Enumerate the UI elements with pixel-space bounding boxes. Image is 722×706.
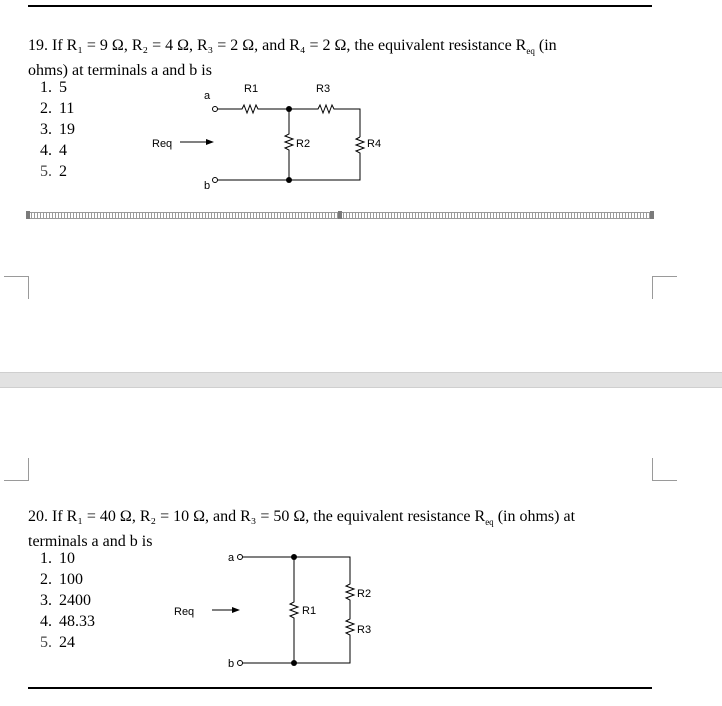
question-19-options <box>28 77 75 182</box>
top-rule <box>28 5 652 7</box>
resistor-r4 <box>218 137 365 180</box>
label-r1: R1 <box>302 605 317 617</box>
resistor-r1 <box>290 557 298 663</box>
circuit-diagram-20 <box>170 546 390 670</box>
option[interactable]: 1. 10 <box>40 550 75 567</box>
label-req: Req <box>152 138 173 150</box>
section-separator <box>28 212 652 219</box>
label-r3: R3 <box>316 83 331 95</box>
option[interactable]: 3. 2400 <box>40 592 91 609</box>
option[interactable]: 2. 100 <box>40 571 83 588</box>
label-r2: R2 <box>357 588 372 600</box>
option[interactable]: 3. 19 <box>40 121 75 138</box>
question-20-text: 20. If R₁ = 40 Ω, R₂ = 10 Ω, and R₃ = 50 Ω, the equivalent resistance $R_{eq}$ (in ohms) at terminals a and b is <box>28 508 576 551</box>
right-branch-r2-r3 <box>243 557 355 663</box>
node-dot <box>286 106 292 112</box>
label-r2: R2 <box>296 138 311 150</box>
option[interactable]: 1. 5 <box>40 79 67 96</box>
option[interactable]: 4. 48.33 <box>40 613 95 630</box>
circuit-diagram-19 <box>140 78 400 196</box>
option[interactable]: 2. 11 <box>40 100 75 117</box>
label-r4: R4 <box>367 138 382 150</box>
terminal-b <box>213 178 218 183</box>
terminal-a <box>238 555 243 560</box>
label-b: b <box>204 180 211 192</box>
label-r1: R1 <box>244 83 259 95</box>
page-corner-mark <box>4 458 29 481</box>
label-r3: R3 <box>357 624 372 636</box>
resistor-r2 <box>285 109 293 180</box>
label-req: Req <box>174 606 195 618</box>
label-b: b <box>228 658 235 670</box>
page-break-gap <box>0 372 722 388</box>
label-a: a <box>228 552 235 564</box>
page-corner-mark <box>652 458 677 481</box>
question-20-options <box>28 548 95 653</box>
node-dot <box>291 554 297 560</box>
option[interactable]: 5. 2 <box>40 163 67 180</box>
page-corner-mark <box>4 276 29 299</box>
terminal-b <box>238 661 243 666</box>
question-19-text: 19. If R₁ = 9 Ω, R₂ = 4 Ω, R₃ = 2 Ω, and R₄ = 2 Ω, the equivalent resistance $R_{eq}$ (in ohms) at terminals a and b is <box>28 37 557 80</box>
node-dot <box>291 660 297 666</box>
page-corner-mark <box>652 276 677 299</box>
node-dot <box>286 177 292 183</box>
terminal-a <box>213 107 218 112</box>
label-a: a <box>204 90 211 102</box>
option[interactable]: 5. 24 <box>40 634 75 651</box>
bottom-rule <box>28 687 652 689</box>
option[interactable]: 4. 4 <box>40 142 67 159</box>
